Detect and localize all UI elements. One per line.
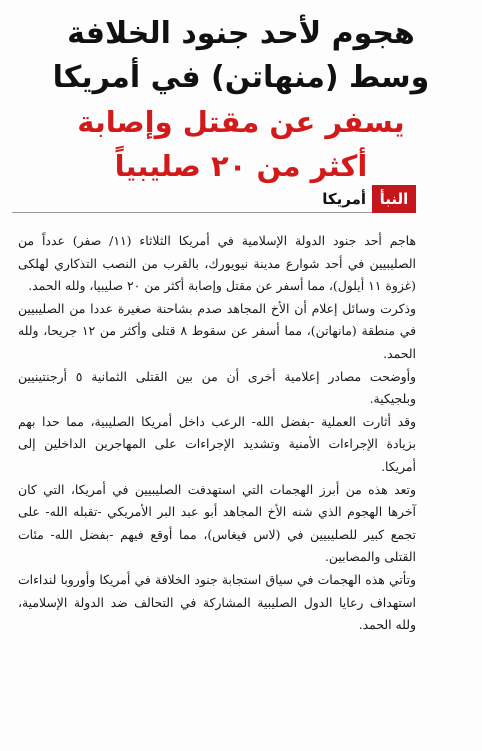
article-paragraph: وأوضحت مصادر إعلامية أخرى أن من بين القتلى الثمانية ٥ أرجنتينيين وبلجيكية.	[18, 368, 416, 407]
article-paragraph: وتأتي هذه الهجمات في سياق استجابة جنود الخلافة في أمريكا وأوروبا لنداءات استهداف رعايا الدول الصليبية المشاركة في التحالف ضد الدولة الإسلامية، ولله الحمد.	[18, 571, 416, 633]
headline	[14, 12, 468, 188]
article-paragraph: هاجم أحد جنود الدولة الإسلامية في أمريكا الثلاثاء (١١/ صفر) عدداً من الصليبيين في أحد شوارع مدينة نيويورك، بالقرب من النصب التذكاري لهلكى (غزوة ١١ أيلول)، مما أسفر عن مقتل وإصابة أكثر من ٢٠ صليبيا، ولله الحمد.	[18, 233, 416, 294]
article-body	[18, 230, 416, 637]
section-name: أمريكا	[322, 190, 366, 208]
headline-line-1: هجوم لأحد جنود الخلافة	[67, 16, 415, 51]
headline-line-4: أكثر من ٢٠ صليبياً	[114, 149, 368, 183]
publication-logo: النبأ	[372, 185, 416, 213]
headline-line-2: وسط (منهاتن) في أمريكا	[52, 60, 430, 95]
article-paragraph: وتعد هذه من أبرز الهجمات التي استهدفت الصليبيين في أمريكا، التي كان آخرها الهجوم الذي شنه الأخ المجاهد أبو عبد البر الأمريكي -تقبله الله- على تجمع كبير للصليبيين في (لاس فيغاس)، مما أوقع فيهم -بفضل الله- مئات القتلى والمصابين.	[18, 481, 416, 565]
article-paragraph: وقد أثارت العملية -بفضل الله- الرعب داخل أمريكا الصليبية، مما حدا بهم بزيادة الإجراءات الأمنية وتشديد الإجراءات على المهاجرين الداخلين إلى أمريكا.	[18, 413, 416, 474]
headline-line-3: يسفر عن مقتل وإصابة	[77, 105, 405, 139]
article-paragraph: وذكرت وسائل إعلام أن الأخ المجاهد صدم بشاحنة صغيرة عددا من الصليبيين في منطقة (مانهاتن)، مما أسفر عن سقوط ٨ قتلى وأكثر من ١٢ جريحا، ولله الحمد.	[18, 300, 416, 361]
